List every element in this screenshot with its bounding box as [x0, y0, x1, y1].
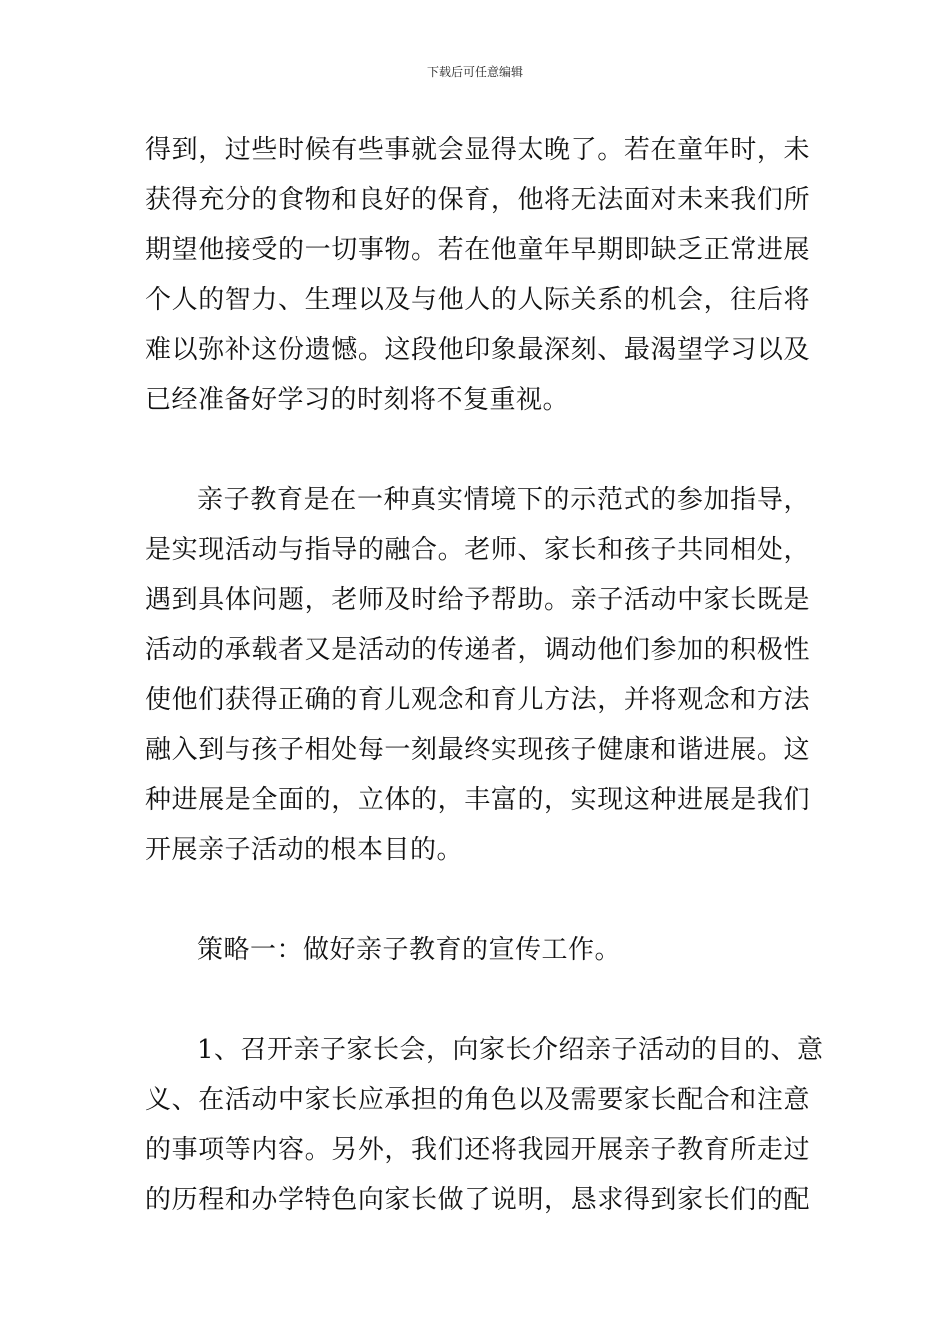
paragraph-gap	[145, 975, 810, 1025]
paragraph-2-line: 是实现活动与指导的融合。老师、家长和孩子共同相处，	[145, 535, 810, 565]
paragraph-2-line: 活动的承载者又是活动的传递者，调动他们参加的积极性	[145, 635, 810, 665]
paragraph-gap	[145, 425, 810, 475]
paragraph-2-line: 遇到具体问题，老师及时给予帮助。亲子活动中家长既是	[145, 585, 810, 615]
paragraph-gap	[145, 875, 810, 925]
paragraph-1-line: 获得充分的食物和良好的保育，他将无法面对未来我们所	[145, 185, 810, 215]
paragraph-1-line: 已经准备好学习的时刻将不复重视。	[145, 385, 570, 415]
strategy-heading: 策略一：做好亲子教育的宣传工作。	[197, 935, 622, 965]
paragraph-2-line: 种进展是全面的，立体的，丰富的，实现这种进展是我们	[145, 785, 810, 815]
paragraph-1-line: 期望他接受的一切事物。若在他童年早期即缺乏正常进展	[145, 235, 810, 265]
paragraph-3-line: 1、召开亲子家长会，向家长介绍亲子活动的目的、意	[197, 1035, 824, 1065]
paragraph-3-line: 的历程和办学特色向家长做了说明，恳求得到家长们的配	[145, 1185, 810, 1215]
paragraph-3-line: 义、在活动中家长应承担的角色以及需要家长配合和注意	[145, 1085, 810, 1115]
paragraph-1	[145, 125, 810, 425]
paragraph-2-line: 融入到与孩子相处每一刻最终实现孩子健康和谐进展。这	[145, 735, 810, 765]
paragraph-2-line: 使他们获得正确的育儿观念和育儿方法，并将观念和方法	[145, 685, 810, 715]
paragraph-1-line: 难以弥补这份遗憾。这段他印象最深刻、最渴望学习以及	[145, 335, 810, 365]
paragraph-1-line: 个人的智力、生理以及与他人的人际关系的机会，往后将	[145, 285, 810, 315]
paragraph-2-line: 开展亲子活动的根本目的。	[145, 835, 464, 865]
paragraph-3	[145, 1025, 824, 1225]
section-heading	[145, 925, 810, 975]
paragraph-1-line: 得到，过些时候有些事就会显得太晚了。若在童年时，未	[145, 135, 810, 165]
document-body	[145, 125, 824, 1225]
paragraph-2	[145, 475, 810, 875]
paragraph-3-line: 的事项等内容。另外，我们还将我园开展亲子教育所走过	[145, 1135, 810, 1165]
page-header: 下载后可任意编辑	[426, 65, 523, 79]
paragraph-2-line: 亲子教育是在一种真实情境下的示范式的参加指导，	[197, 485, 810, 515]
